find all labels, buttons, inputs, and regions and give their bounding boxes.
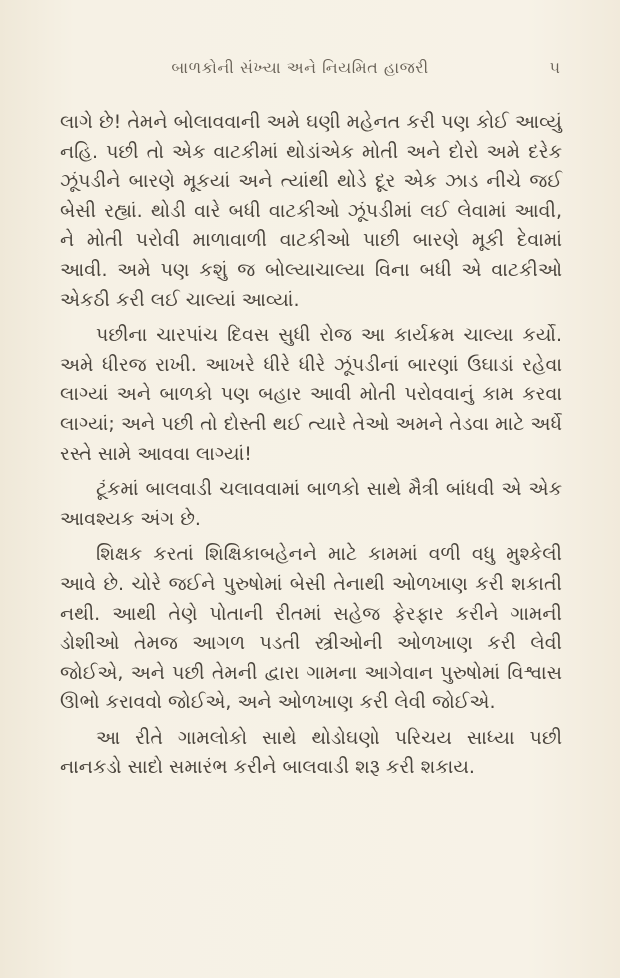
running-head <box>60 58 560 88</box>
paragraph: શિક્ષક કરતાં શિક્ષિકાબહેનને માટે કામમાં વળી વધુ મુશ્કેલી આવે છે. ચોરે જઈને પુરુષોમાં બેસી તેનાથી ઓળખાણ કરી શકાતી નથી. આથી તેણે પોતાની રીતમાં સહેજ ફેરફાર કરીને ગામની ડોશીઓ તેમજ આગળ પડતી સ્ત્રીઓની ઓળખાણ કરી લેવી જોઈએ, અને પછી તેમની દ્વારા ગામના આગેવાન પુરુષોમાં વિશ્વાસ ઊભો કરાવવો જોઈએ, અને ઓળખાણ કરી લેવી જોઈએ. <box>60 543 562 714</box>
page-number: ૫ <box>549 58 560 77</box>
paragraph: આ રીતે ગામલોકો સાથે થોડોઘણો પરિચય સાધ્યા પછી નાનકડો સાદો સમારંભ કરીને બાલવાડી શરૂ કરી શકાય. <box>60 726 562 779</box>
paragraph: પછીના ચારપાંચ દિવસ સુધી રોજ આ કાર્યક્રમ ચાલ્યા કર્યો. અમે ધીરજ રાખી. આખરે ધીરે ધીરે ઝૂંપડીનાં બારણાં ઉઘાડાં રહેવા લાગ્યાં અને બાળકો પણ બહાર આવી મોતી પરોવવાનું કામ કરવા લાગ્યાં; અને પછી તો દોસ્તી થઈ ત્યારે તેઓ અમને તેડવા માટે અર્ધે રસ્તે સામે આવવા લાગ્યાં! <box>60 324 562 465</box>
body-text <box>60 108 562 783</box>
running-title: બાળકોની સંખ્યા અને નિયમિત હાજરી <box>171 58 429 77</box>
paragraph: ટૂંકમાં બાલવાડી ચલાવવામાં બાળકો સાથે મૈત્રી બાંધવી એ એક આવશ્યક અંગ છે. <box>60 478 562 530</box>
paragraph: લાગે છે! તેમને બોલાવવાની અમે ઘણી મહેનત કરી પણ કોઈ આવ્યું નહિ. પછી તો એક વાટકીમાં થોડાંએક મોતી અને દોરો અમે દરેક ઝૂંપડીને બારણે મૂકયાં અને ત્યાંથી થોડે દૂર એક ઝાડ નીચે જઈ બેસી રહ્યાં. થોડી વારે બધી વાટકીઓ ઝૂંપડીમાં લઈ લેવામાં આવી, ને મોતી પરોવી માળાવાળી વાટકીઓ પાછી બારણે મૂકી દેવામાં આવી. અમે પણ કશું જ બોલ્યાચાલ્યા વિના બધી એ વાટકીઓ એકઠી કરી લઈ ચાલ્યાં આવ્યાં. <box>60 111 562 311</box>
